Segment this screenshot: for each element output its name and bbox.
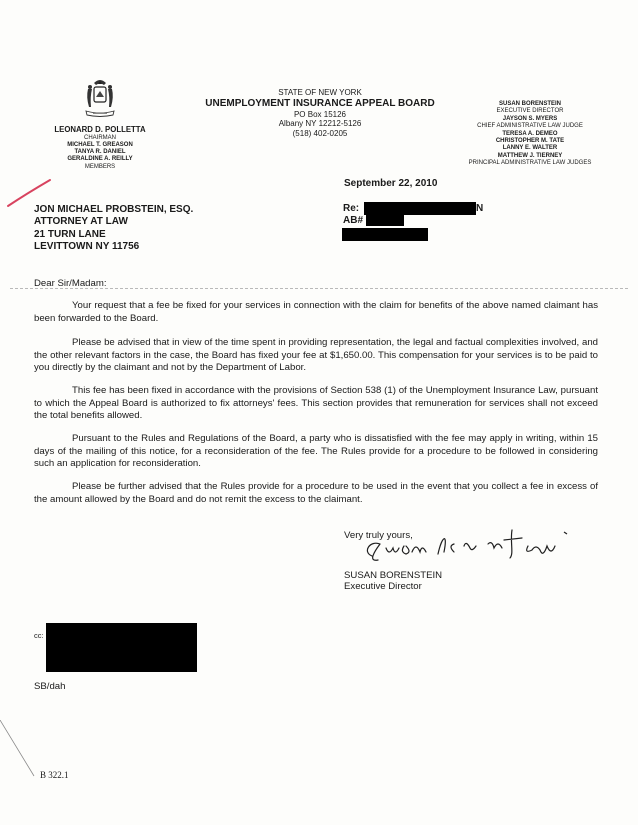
handwritten-signature (364, 522, 600, 566)
judge-name: LANNY E. WALTER (502, 145, 558, 152)
chief-judge-title: CHIEF ADMINISTRATIVE LAW JUDGE (477, 123, 583, 130)
recipient-name: JON MICHAEL PROBSTEIN, ESQ. (34, 204, 194, 215)
chairman-title: CHAIRMAN (83, 134, 116, 141)
agency-address-line2: Albany NY 12212-5126 (278, 119, 362, 128)
recipient-city: LEVITTOWN NY 11756 (34, 241, 140, 253)
agency-header (190, 88, 450, 138)
chief-judge-name: JAYSON S. MYERS (502, 115, 558, 122)
member-name: MICHAEL T. GREASON (67, 141, 133, 148)
paragraph-text: Please be advised that in view of the time spent in providing representation, the legal and factual complexities involved, and the other relevant factors in the case, the Board has fixed your fee at $1,650.00. This compensation for your services is to be paid to you directly by the claimant and not by the Department of Labor. (34, 337, 598, 374)
redaction-bar (342, 228, 428, 241)
edge-mark (0, 720, 40, 780)
typist-initials: SB/dah (34, 681, 66, 692)
redaction-bar (46, 623, 197, 672)
recipient-title: ATTORNEY AT LAW (34, 216, 128, 228)
judges-title: PRINCIPAL ADMINISTRATIVE LAW JUDGES (468, 160, 592, 167)
salutation: Dear Sir/Madam: (34, 278, 107, 289)
agency-address-line1: PO Box 15126 (293, 109, 347, 119)
state-name: STATE OF NEW YORK (278, 88, 362, 97)
cc-label: cc: (34, 631, 44, 640)
valediction: Very truly yours, (344, 530, 413, 541)
agency-phone: (518) 402-0205 (292, 128, 348, 138)
paragraph-text: This fee has been fixed in accordance with the provisions of Section 538 (1) of the Unemployment Insurance Law, pursuant to which the Appeal Board is authorized to fix attorneys' fees. This section provides that remuneration for services shall not exceed the total benefits allowed. (34, 385, 598, 422)
paragraph-excess (34, 481, 598, 506)
paragraph-fee (34, 337, 598, 375)
paragraph-text: Your request that a fee be fixed for your services in connection with the claim for benefits of the above named claimant has been forwarded to the Board. (34, 300, 598, 324)
members-title: MEMBERS (84, 163, 116, 170)
state-seal (80, 77, 120, 121)
judge-name: CHRISTOPHER M. TATE (495, 138, 565, 145)
ab-label: AB# (343, 215, 364, 226)
judge-name: TERESA A. DEMEO (502, 130, 558, 137)
signer-name: SUSAN BORENSTEIN (344, 570, 443, 581)
redaction-bar (366, 214, 404, 226)
member-name: TANYA R. DANIEL (74, 148, 126, 155)
member-name: GERALDINE A. REILLY (67, 156, 133, 163)
re-tail-letter: N (476, 203, 484, 214)
paragraph-request (34, 300, 598, 325)
signer-title: Executive Director (344, 581, 422, 592)
paragraph-text: Please be further advised that the Rules provide for a procedure to be used in the event that you collect a fee in excess of the amount allowed by the Board and do not remit the excess to the claimant. (34, 481, 598, 505)
executive-director-name: SUSAN BORENSTEIN (498, 101, 561, 107)
form-number: B 322.1 (40, 770, 69, 780)
judges-column (460, 101, 600, 168)
recipient-address (34, 204, 193, 254)
paragraph-reconsideration (34, 433, 598, 471)
executive-director-title: EXECUTIVE DIRECTOR (496, 108, 564, 115)
judge-name: MATTHEW J. TIERNEY (497, 152, 563, 159)
agency-name: UNEMPLOYMENT INSURANCE APPEAL BOARD (205, 97, 435, 109)
chairman-name: LEONARD D. POLLETTA (54, 125, 146, 134)
recipient-street: 21 TURN LANE (34, 228, 106, 240)
paragraph-text: Pursuant to the Rules and Regulations of the Board, a party who is dissatisfied with the fee may apply in writing, within 15 days of the mailing of this notice, for a reconsideration of the fee. The Rules provide for a procedure to be followed in considering such an application for reconsideration. (34, 433, 598, 470)
letter-date: September 22, 2010 (344, 178, 438, 189)
paragraph-section-538 (34, 385, 598, 423)
board-members-list (40, 142, 160, 172)
re-label: Re: (343, 203, 360, 214)
salutation-rule (10, 288, 628, 289)
